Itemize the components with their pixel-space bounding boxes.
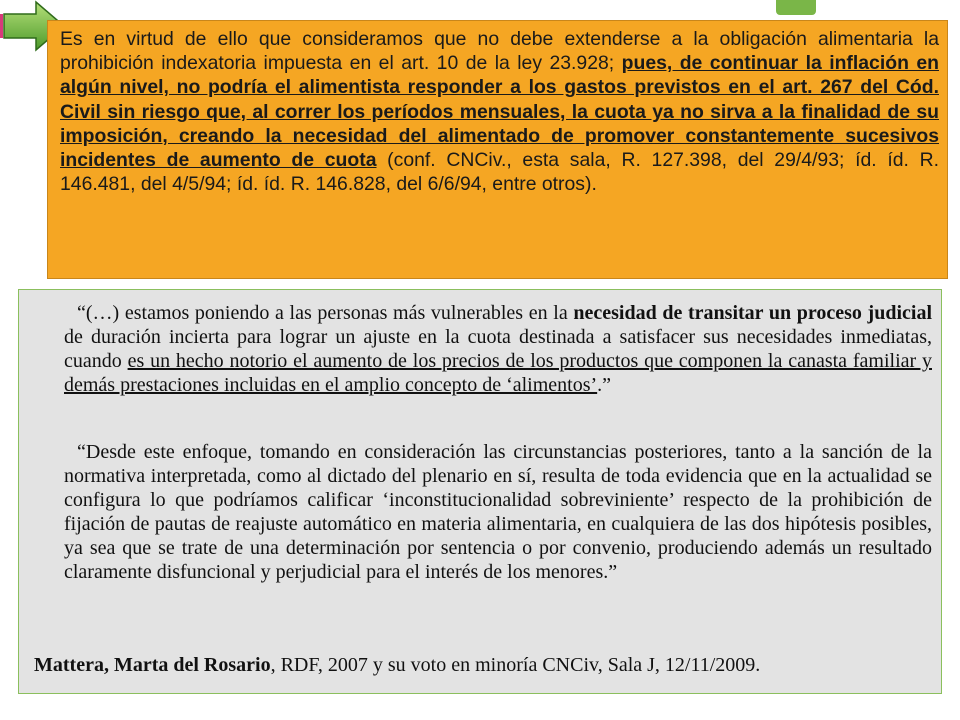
quoted-jurisprudence-text (60, 27, 939, 196)
accent-tab (776, 0, 816, 15)
quote-intro: Es en virtud de ello que consideramos que no debe extenderse a la obligación alimentaria la prohibición indexatoria impuesta en el art. 10 de la ley 23.928; (60, 28, 939, 75)
citation-author: Mattera, Marta del Rosario (34, 654, 271, 676)
p1-underlined-phrase: es un hecho notorio el aumento de los precios de los productos que componen la canasta familiar y demás prestaciones incluidas en el amplio concepto de ‘alimentos’ (64, 350, 932, 396)
quoted-jurisprudence-box (47, 20, 948, 279)
p1-text-end: .” (597, 374, 612, 396)
main-quote-box (18, 289, 942, 694)
quote-emphasis: pues, de continuar la inflación en algún nivel, no podría el alimentista responder a los gastos previstos en el art. 267 del Cód. Civil sin riesgo que, al correr los períodos mensuales, la cuota ya no sirva a la finalidad de su imposición, creando la necesidad del alimentado de promover constantemente sucesivos incidentes de aumento de cuota (60, 52, 939, 172)
p1-bold-phrase: necesidad de transitar un proceso judicial (573, 302, 933, 324)
paragraph-unconstitutionality: “Desde este enfoque, tomando en consideración las circunstancias posteriores, tanto a la sanción de la normativa interpretada, como al dictado del plenario en sí, resulta de toda evidencia que en la actualidad se configura lo que podríamos calificar ‘inconstitucionalidad sobreviniente’ respecto de la prohibición de fijación de pautas de reajuste automático en materia alimentaria, en cualquiera de las dos hipótesis posibles, ya sea que se trate de una determinación por sentencia o por convenio, produciendo además un resultado claramente disfuncional y perjudicial para el interés de los menores.” (64, 441, 932, 583)
paragraph-vulnerable-persons (64, 301, 932, 397)
source-citation (34, 653, 934, 677)
quote-citation: (conf. CNCiv., esta sala, R. 127.398, del 29/4/93; íd. íd. R. 146.481, del 4/5/94; íd. íd. R. 146.828, del 6/6/94, entre otros). (60, 149, 939, 196)
p1-text-a: “(…) estamos poniendo a las personas más vulnerables en la (77, 302, 574, 324)
citation-rest: , RDF, 2007 y su voto en minoría CNCiv, Sala J, 12/11/2009. (270, 654, 761, 676)
p1-text-b: de duración incierta para lograr un ajuste en la cuota destinada a satisfacer sus necesidades inmediatas, cuando (64, 326, 932, 372)
